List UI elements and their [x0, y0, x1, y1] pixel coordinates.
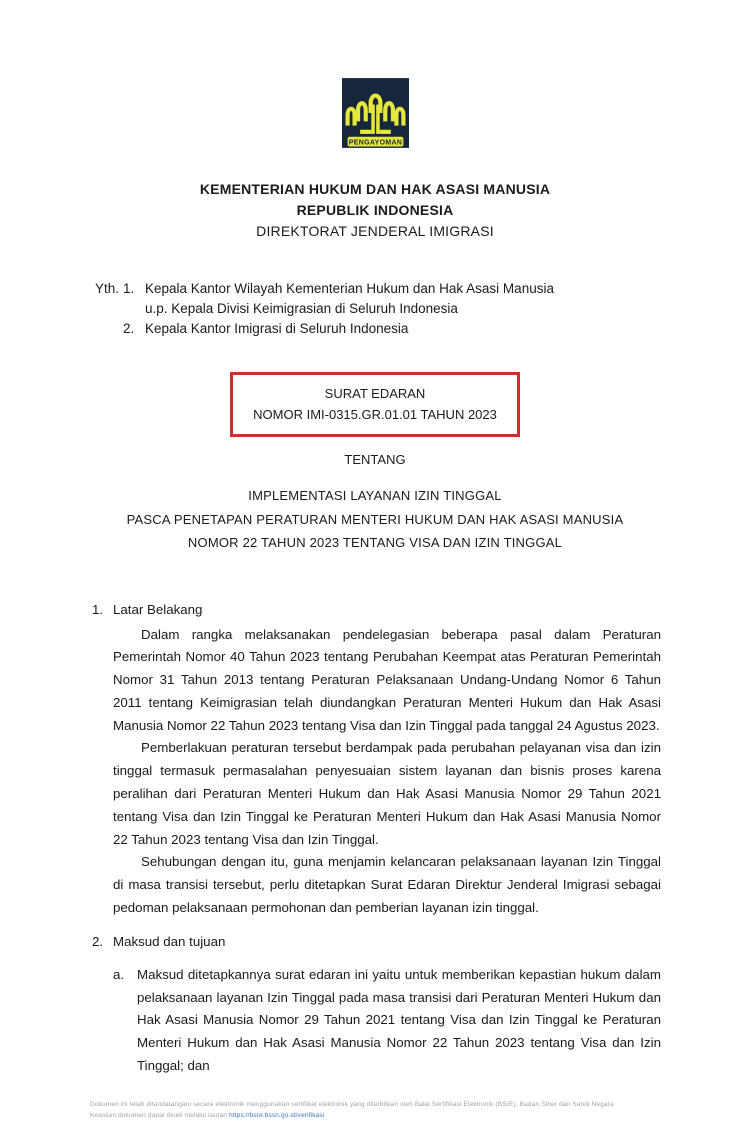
- addressee-2-number: 2.: [123, 321, 135, 336]
- section-2-heading: [92, 930, 661, 953]
- addressee-1-line-2: u.p. Kepala Divisi Keimigrasian di Seluruh Indonesia: [145, 301, 458, 316]
- section-1-paragraph-3: Sehubungan dengan itu, guna menjamin kelancaran pelaksanaan layanan Izin Tinggal di masa transisi tersebut, perlu ditetapkan Surat Edaran Direktur Jenderal Imigrasi sebagai pedoman pelaksanaan permohonan dan pemberian layanan izin tinggal.: [113, 854, 661, 916]
- logo-banner-text: PENGAYOMAN: [348, 139, 402, 147]
- letterhead: [0, 179, 750, 242]
- ministry-name: KEMENTERIAN HUKUM DAN HAK ASASI MANUSIA: [199, 181, 551, 197]
- addressee-1-line-1: Kepala Kantor Wilayah Kementerian Hukum dan Hak Asasi Manusia: [145, 281, 554, 296]
- title-line-2: PASCA PENETAPAN PERATURAN MENTERI HUKUM DAN HAK ASASI MANUSIA: [126, 511, 624, 527]
- addressee-2-line-1: Kepala Kantor Imigrasi di Seluruh Indonesia: [145, 321, 409, 336]
- highlighted-subject-box: [230, 372, 520, 437]
- letter-type-label: SURAT EDARAN: [324, 386, 426, 401]
- section-2-number: 2.: [92, 933, 104, 949]
- section-1-paragraph-1: Dalam rangka melaksanakan pendelegasian beberapa pasal dalam Peraturan Pemerintah Nomor 40 Tahun 2023 tentang Perubahan Keempat atas Peraturan Pemerintah Nomor 31 Tahun 2013 tentang Peraturan Pelaksanaan Undang-Undang Nomor 6 Tahun 2011 tentang Keimigrasian telah diundangkan Peraturan Menteri Hukum dan Hak Asasi Manusia Nomor 22 Tahun 2023 tentang Visa dan Izin Tinggal pada tanggal 24 Agustus 2023.: [113, 626, 661, 733]
- section-1-number: 1.: [92, 601, 104, 617]
- letter-number: NOMOR IMI-0315.GR.01.01 TAHUN 2023: [253, 407, 497, 422]
- republic-name: REPUBLIK INDONESIA: [296, 202, 454, 218]
- addressee-1-number: 1.: [123, 281, 135, 296]
- title-line-3: NOMOR 22 TAHUN 2023 TENTANG VISA DAN IZIN TINGGAL: [187, 535, 563, 550]
- esignature-footer: [90, 1099, 614, 1121]
- section-1-heading: [92, 598, 661, 621]
- section-1-paragraph-2: Pemberlakuan peraturan tersebut berdampak pada perubahan pelayanan visa dan izin tinggal termasuk permasalahan penyesuaian sistem layanan dan bisnis proses karena peralihan dari Peraturan Menteri Hukum dan Hak Asasi Manusia Nomor 29 Tahun 2021 tentang Visa dan Izin Tinggal ke Peraturan Menteri Hukum dan Hak Asasi Manusia Nomor 22 Tahun 2023 tentang Visa dan Izin Tinggal.: [113, 740, 661, 847]
- salutation-label: Yth.: [95, 281, 120, 296]
- document-body: [92, 598, 661, 1078]
- section-1-title: Latar Belakang: [113, 601, 203, 617]
- document-title: [0, 484, 750, 555]
- footer-line-1: Dokumen ini telah ditandatangani secara elektronik menggunakan sertifikat elektronik yang diterbitkan oleh Balai Sertifikasi Elektronik (BSrE), Badan Siber dan Sandi Negara: [90, 1101, 614, 1108]
- directorate-name: DIREKTORAT JENDERAL IMIGRASI: [256, 223, 494, 239]
- addressee-block: [95, 279, 750, 339]
- item-a-text: Maksud ditetapkannya surat edaran ini yaitu untuk memberikan kepastian hukum dalam pelaksanaan layanan Izin Tinggal pada masa transisi dari Peraturan Menteri Hukum dan Hak Asasi Manusia Nomor 29 Tahun 2021 tentang Visa dan Izin Tinggal ke Peraturan Menteri Hukum dan Hak Asasi Manusia Nomor 22 Tahun 2023 tentang Visa dan Izin Tinggal; dan: [137, 966, 661, 1074]
- verification-link[interactable]: https://bsre.bssn.go.id/verifikasi: [228, 1112, 325, 1120]
- pengayoman-ministry-logo-icon: [342, 78, 409, 148]
- section-2-item-a: [113, 964, 661, 1078]
- footer-line-2-prefix: Keaslian dokumen dapat dicek melalui tautan: [90, 1112, 229, 1120]
- section-2-title: Maksud dan tujuan: [113, 933, 226, 949]
- footer-line-2: [90, 1110, 614, 1121]
- title-line-1: IMPLEMENTASI LAYANAN IZIN TINGGAL: [248, 488, 502, 503]
- tentang-label: TENTANG: [344, 452, 406, 467]
- logo-container: [0, 0, 750, 153]
- item-a-marker: a.: [113, 966, 125, 982]
